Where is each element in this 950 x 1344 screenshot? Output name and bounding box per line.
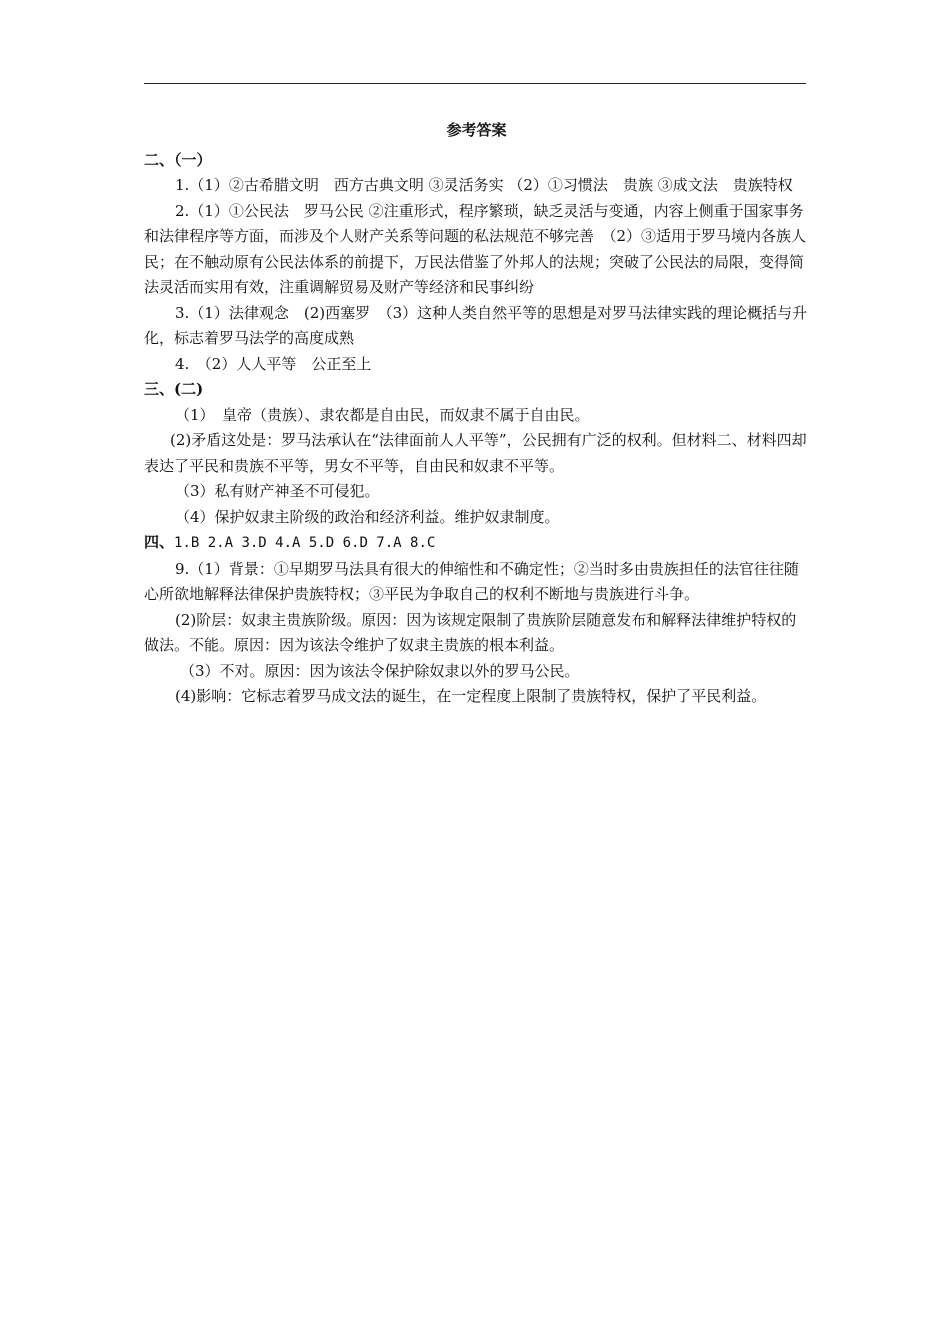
- answer-key: [144, 118, 809, 710]
- section3-item-4: （4）保护奴隶主阶级的政治和经济利益。维护奴隶制度。: [175, 507, 560, 526]
- section3-item-1: （1） 皇帝（贵族）、隶农都是自由民，而奴隶不属于自由民。: [175, 405, 590, 424]
- section2-heading: 二、（一）: [144, 150, 212, 169]
- section3-item-2: (2)矛盾这处是：罗马法承认在“法律面前人人平等”，公民拥有广泛的权利。但材料二、材料四却表达了平民和贵族不平等，男女不平等，自由民和奴隶不平等。: [144, 431, 807, 475]
- section4-item-1: 9.（1）背景：①早期罗马法具有很大的伸缩性和不确定性；②当时多由贵族担任的法官往往随心所欲地解释法律保护贵族特权；③平民为争取自己的权利不断地与贵族进行斗争。: [144, 559, 799, 603]
- page-title: 参考答案: [446, 121, 507, 139]
- section4-line: [144, 530, 809, 557]
- section3-heading: 三、(二): [144, 380, 204, 398]
- section2-item-4: 4. （2）人人平等 公正至上: [175, 354, 372, 373]
- header-rule: [144, 83, 806, 84]
- section3-item-3: （3）私有财产神圣不可侵犯。: [175, 482, 380, 500]
- section2-item-2: 2.（1）①公民法 罗马公民 ②注重形式，程序繁琐，缺乏灵活与变通，内容上侧重于国家事务和法律程序等方面，而涉及个人财产关系等问题的私法规范不够完善 （2）③适用于罗马境内各族人民；在不触动原有公民法体系的前提下，万民法借鉴了外邦人的法规；突破了公民法的局限，变得简法灵活而实用有效，注重调解贸易及财产等经济和民事纠纷: [144, 201, 807, 296]
- section4-item-2: (2)阶层：奴隶主贵族阶级。原因：因为该规定限制了贵族阶层随意发布和解释法律维护特权的做法。不能。原因：因为该法令维护了奴隶主贵族的根本利益。: [144, 610, 797, 654]
- section4-heading: 四、: [144, 533, 175, 551]
- mc-answers: 1.B 2.A 3.D 4.A 5.D 6.D 7.A 8.C: [174, 535, 436, 551]
- section4-item-3: （3）不对。原因：因为该法令保护除奴隶以外的罗马公民。: [180, 661, 580, 680]
- section4-item-4: (4)影响：它标志着罗马成文法的诞生，在一定程度上限制了贵族特权，保护了平民利益。: [175, 687, 767, 705]
- section2-item-1: 1.（1）②古希腊文明 西方古典文明 ③灵活务实 （2）①习惯法 贵族 ③成文法 贵族特权: [175, 176, 793, 194]
- section2-item-3: 3.（1）法律观念 (2)西塞罗 （3）这种人类自然平等的思想是对罗马法律实践的理论概括与升化，标志着罗马法学的高度成熟: [144, 303, 808, 347]
